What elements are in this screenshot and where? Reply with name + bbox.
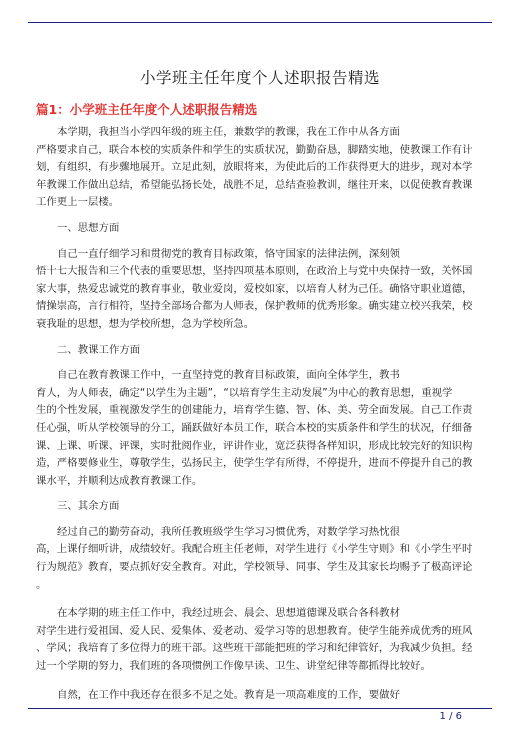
paragraph-line: 自然，在工作中我还存在很多不足之处。教育是一项高难度的工作，要做好	[57, 688, 400, 701]
paragraph-line: 本学期，我担当小学四年级的班主任，兼数学的教课，我在工作中从各方面	[57, 126, 400, 138]
footer-rule	[28, 708, 492, 709]
paragraph-line: 课、上课、听课、评课，实时批阅作业，评讲作业，宽泛获得各样知识，形成比较完好的知识构	[36, 439, 473, 452]
paragraph-line: 高，上课仔细听讲，成绩较好。我配合班主任老师，对学生进行《小学生守则》和《小学生平时	[36, 543, 473, 556]
paragraph-line: 造，严格要修业生，尊敬学生，弘扬民主，使学生学有所得，不停提升，进而不停提升自己的教	[36, 457, 473, 470]
section-label: 二、教课工作方面	[57, 343, 141, 356]
paragraph-line: 自己一直仔细学习和贯彻党的教育目标政策，恪守国家的法律法例，深刻领	[57, 247, 400, 260]
paragraph-line: 工作更上一层楼。	[36, 196, 120, 209]
document-body	[36, 124, 484, 704]
paragraph-line: 过一个学期的努力，我们班的各项惯例工作像早读、卫生、讲堂纪律等都抓得比较好。	[36, 660, 431, 673]
paragraph-line: 行为规范》教育，要点抓好安全教育。对此，学校领导、同事、学生及其家长均赐予了极高评论	[36, 561, 473, 574]
paragraph-line: 生的个性发展，重视激发学生的创建能力，培育学生德、智、体、美、劳全面发展。自己工作责	[36, 404, 473, 417]
document-title: 小学班主任年度个人述职报告精选	[139, 69, 380, 87]
paragraph-line: 对学生进行爱祖国、爱人民、爱集体、爱老动、爱学习等的思想教育。使学生能养成优秀的班风	[36, 624, 473, 637]
paragraph-line: 。	[36, 578, 47, 591]
paragraph-line: 任心强，听从学校领导的分工，踊跃做好本员工作，联合本校的实质条件和学生的状况，仔细备	[36, 421, 473, 434]
header-rule	[28, 22, 492, 23]
section-label: 一、思想方面	[57, 221, 120, 234]
paragraph-line: 、学风；我培育了多位得力的班干部。这些班干部能把班的学习和纪律管好，为我减少负担。经	[36, 642, 473, 655]
paragraph-line: 自己在教育教课工作中，一直坚持党的教育目标政策，面向全体学生，教书	[57, 369, 400, 382]
paragraph-line: 育人，为人师表，确定“以学生为主题”，“以培育学生主动发展”为中心的教育思想，重视学	[36, 386, 453, 399]
section-heading: 篇1：小学班主任年度个人述职报告精选	[36, 102, 258, 117]
paragraph-line: 经过自己的勤劳奋动，我所任教班级学生学习习惯优秀，对数学学习热忱很	[57, 525, 400, 538]
page-number: 1 / 6	[439, 711, 462, 722]
paragraph-line: 情操崇高，言行相符，坚持全部场合都为人师表，保护教师的优秀形象。确实建立校兴我荣，校	[36, 300, 473, 313]
paragraph-line: 划，有组织，有步骤地展开。立足此刻，放眼将来，为使此后的工作获得更大的进步，现对本学	[36, 161, 473, 174]
paragraph-line: 严格要求自己，联合本校的实质条件和学生的实质状况，勤勤奋恳，脚踏实地，使教课工作有计	[36, 143, 473, 156]
paragraph-line: 家大事，热爱忠诚党的教育事业，敬业爱岗，爱校如家，以培育人材为己任。确恪守职业道德，	[36, 282, 473, 295]
paragraph-line: 年教课工作做出总结，希望能弘扬长处，战胜不足，总结查验教训，继往开来，以促使教育教课	[36, 178, 473, 191]
section-label: 三、其余方面	[57, 500, 120, 513]
paragraph-line: 衰我耻的思想，想为学校所想，急为学校所急。	[36, 317, 255, 330]
paragraph-line: 课水平，并顺利达成教育教课工作。	[36, 474, 203, 487]
paragraph-line: 在本学期的班主任工作中，我经过班会、晨会、思想道德课及联合各科教材	[57, 607, 400, 620]
paragraph-line: 悟十七大报告和三个代表的重要思想，坚持四项基本原则，在政治上与党中央保持一致，关怀国	[36, 265, 473, 278]
